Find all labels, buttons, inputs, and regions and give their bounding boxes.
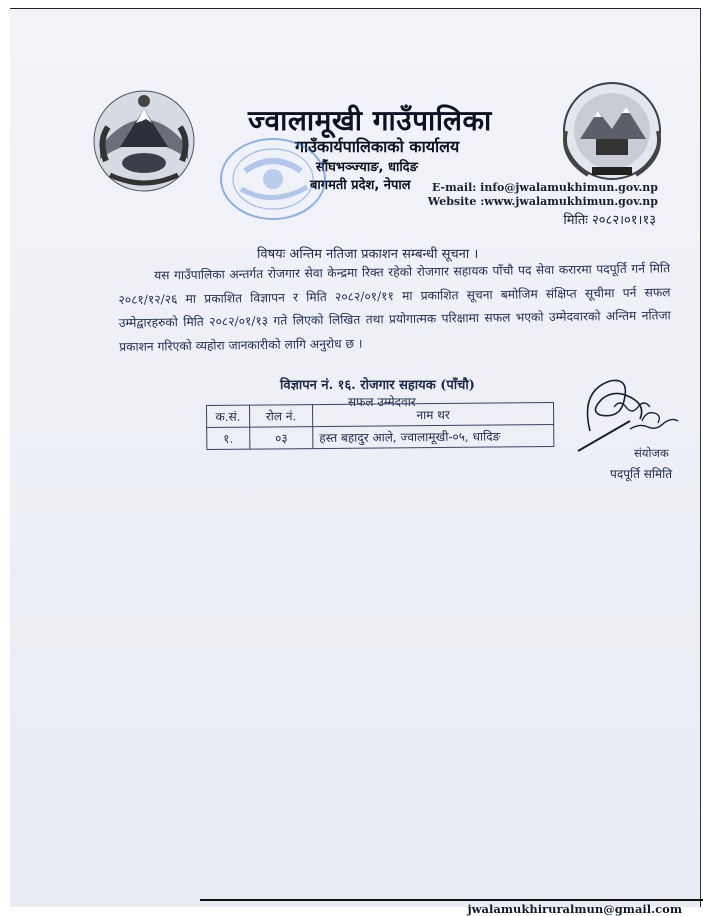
office-name: गाउँकार्यपालिकाको कार्यालय — [295, 137, 460, 156]
footer-contact: jwalamukhiruralmun@gmail.com — [467, 902, 682, 916]
column-name: नाम थर — [313, 402, 554, 426]
address-line-2: बागमती प्रदेश, नेपाल — [310, 178, 411, 193]
letter-page — [10, 8, 701, 916]
nepal-emblem-icon — [90, 87, 198, 195]
handwritten-signature — [570, 371, 690, 461]
table-header-row — [207, 402, 554, 427]
column-roll: रोल नं. — [250, 405, 313, 428]
table-caption: सफल उम्मेदवार — [348, 395, 416, 409]
footer-divider — [200, 899, 703, 901]
municipality-title: ज्वालामूखी गाउँपालिका — [248, 104, 492, 137]
contact-email: E-mail: info@jwalamukhimun.gov.np — [431, 181, 658, 194]
signatory-committee: पदपूर्ति समिति — [610, 467, 673, 481]
column-serial: क.सं. — [207, 405, 250, 427]
cell-roll: ०३ — [250, 427, 313, 450]
body-paragraph: यस गाउँपालिका अन्तर्गत रोजगार सेवा केन्द्रमा रिक्त रहेको रोजगार सहायक पाँचौ पद सेवा करारमा पदपूर्ति गर्न मिति २०८१/१२/२६ मा प्रकाशित विज्ञापन र मिति २०८२/०१/११ मा प्रकाशित सूचना बमोजिम संक्षिप्त सूचीमा पर्न सफल उम्मेद्वारहरुको मिति २०८२/०१/१३ गते लिएको लिखित तथा प्रयोगात्मक परिक्षामा सफल भएको उम्मेदवारको अन्तिम नतिजा प्रकाशन गरिएको व्यहोरा जानकारीको लागि अनुरोध छ । — [118, 261, 671, 354]
signatory-role: संयोजक — [634, 446, 669, 460]
result-table — [206, 402, 554, 450]
cell-name: हस्त बहादुर आले, ज्वालामूखी-०५, धादिङ — [313, 424, 554, 448]
contact-website: Website :www.jwalamukhimun.gov.np — [427, 195, 658, 208]
letter-body — [118, 257, 671, 359]
advertisement-title: विज्ञापन नं. १६. रोजगार सहायक (पाँचौ) — [280, 378, 475, 393]
office-stamp — [215, 131, 335, 231]
table-row — [207, 424, 554, 449]
address-line-1: सौंघभञ्ज्याङ, धादिङ — [316, 160, 418, 175]
letter-date: मितिः २०८२।०१।१३ — [563, 213, 656, 228]
letter-subject: विषयः अन्तिम नतिजा प्रकाशन सम्बन्धी सूचना । — [257, 247, 479, 262]
municipality-logo-icon — [558, 77, 666, 185]
cell-serial: १. — [207, 427, 250, 449]
